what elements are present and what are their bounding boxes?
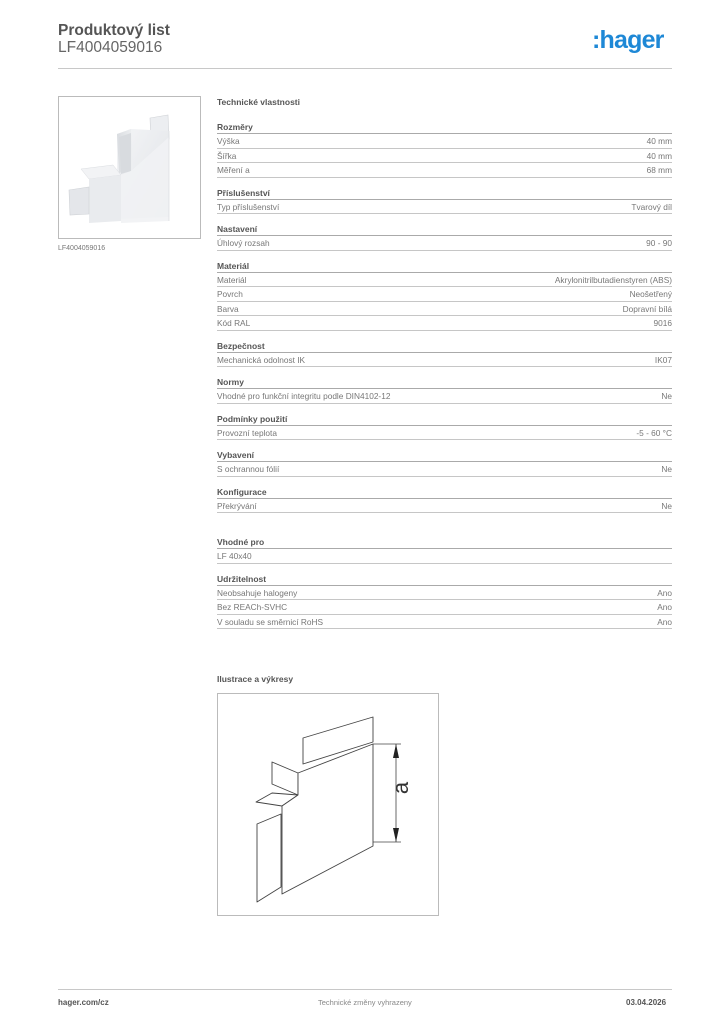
- spec-label: Překrývání: [217, 500, 257, 511]
- spec-value: Ne: [661, 464, 672, 474]
- spec-label: S ochrannou fólií: [217, 464, 280, 474]
- product-photo: [58, 96, 201, 239]
- spec-group-title: Materiál: [217, 260, 672, 273]
- document-title: Produktový list: [58, 22, 170, 39]
- spec-value: 90 - 90: [646, 238, 672, 248]
- dimension-label: a: [388, 781, 413, 795]
- spec-group-accessories: [217, 187, 672, 215]
- spec-value: Ne: [661, 500, 672, 511]
- spec-value: Ano: [657, 602, 672, 612]
- spec-row: [217, 287, 672, 302]
- spec-row: [217, 302, 672, 317]
- spec-value: 40 mm: [646, 150, 672, 161]
- spec-row: [217, 134, 672, 149]
- technical-drawing: [217, 693, 439, 916]
- spec-label: Kód RAL: [217, 318, 251, 328]
- spec-row: [217, 200, 672, 215]
- spec-group-sustainability: [217, 573, 672, 630]
- spec-row: [217, 389, 672, 404]
- spec-value: Tvarový díl: [631, 201, 672, 212]
- spec-label: Šířka: [217, 150, 237, 161]
- cable-trunking-corner-icon: [59, 97, 200, 238]
- spec-row: [217, 549, 672, 564]
- spec-label: Barva: [217, 303, 239, 314]
- footer-divider: [58, 989, 672, 990]
- spec-row: [217, 316, 672, 331]
- technical-specifications: [217, 96, 672, 638]
- spec-label: Typ příslušenství: [217, 201, 280, 212]
- spec-row: [217, 236, 672, 251]
- section-spacer: [217, 522, 672, 536]
- spec-label: Materiál: [217, 274, 247, 285]
- spec-group-title: Normy: [217, 376, 672, 389]
- spec-label: Mechanická odolnost IK: [217, 354, 306, 365]
- footer-disclaimer: Technické změny vyhrazeny: [318, 998, 412, 1007]
- spec-row: [217, 499, 672, 514]
- spec-group-title: Podmínky použití: [217, 413, 672, 426]
- hager-logo: :hager: [592, 26, 664, 54]
- spec-group-dimensions: [217, 121, 672, 178]
- spec-row: [217, 586, 672, 601]
- spec-value: Ano: [657, 616, 672, 627]
- spec-group-equipment: [217, 449, 672, 477]
- spec-value: 68 mm: [646, 165, 672, 175]
- spec-group-title: Bezpečnost: [217, 340, 672, 353]
- spec-group-settings: [217, 223, 672, 251]
- footer-website[interactable]: hager.com/cz: [58, 998, 109, 1007]
- spec-label: Provozní teplota: [217, 427, 277, 438]
- spec-row: [217, 426, 672, 441]
- spec-group-material: [217, 260, 672, 331]
- spec-group-configuration: [217, 486, 672, 514]
- dimension-drawing-icon: [218, 694, 438, 915]
- spec-value: 40 mm: [646, 136, 672, 146]
- spec-group-title: Konfigurace: [217, 486, 672, 499]
- spec-value: Ano: [657, 587, 672, 598]
- spec-row: [217, 353, 672, 368]
- spec-row: [217, 615, 672, 630]
- spec-row: [217, 462, 672, 477]
- product-code: LF4004059016: [58, 39, 163, 56]
- product-photo-caption: LF4004059016: [58, 245, 106, 252]
- spec-label: V souladu se směrnicí RoHS: [217, 616, 324, 627]
- spec-label: Výška: [217, 136, 240, 146]
- spec-group-safety: [217, 340, 672, 368]
- specs-heading: Technické vlastnosti: [217, 97, 300, 107]
- spec-value: 9016: [653, 318, 672, 328]
- spec-label: Vhodné pro funkční integritu podle DIN4102-12: [217, 391, 391, 401]
- spec-value: Neošetřený: [629, 289, 672, 299]
- spec-label: Neobsahuje halogeny: [217, 587, 298, 598]
- spec-group-title: Udržitelnost: [217, 573, 672, 586]
- spec-group-title: Nastavení: [217, 223, 672, 236]
- spec-value: Ne: [661, 391, 672, 401]
- drawings-heading: Ilustrace a výkresy: [217, 674, 294, 684]
- spec-value: Dopravní bílá: [622, 303, 672, 314]
- spec-row: [217, 163, 672, 178]
- spec-group-suitable-for: [217, 536, 672, 564]
- spec-row: [217, 149, 672, 164]
- spec-row: [217, 600, 672, 615]
- spec-value: IK07: [654, 354, 672, 365]
- spec-group-title: Vybavení: [217, 449, 672, 462]
- spec-label: Bez REACh-SVHC: [217, 602, 288, 612]
- spec-group-conditions-of-use: [217, 413, 672, 441]
- spec-label: Povrch: [217, 289, 243, 299]
- spec-label: Měření a: [217, 165, 250, 175]
- spec-value: Akrylonitrilbutadienstyren (ABS): [554, 274, 672, 285]
- spec-group-title: Vhodné pro: [217, 536, 672, 549]
- footer-date: 03.04.2026: [626, 998, 667, 1007]
- spec-group-title: Rozměry: [217, 121, 672, 134]
- spec-label: Úhlový rozsah: [217, 238, 270, 248]
- spec-group-standards: [217, 376, 672, 404]
- spec-value: -5 - 60 °C: [636, 427, 672, 438]
- spec-row: [217, 273, 672, 288]
- document-header: [58, 22, 170, 56]
- spec-group-title: Příslušenství: [217, 187, 672, 200]
- spec-label: LF 40x40: [217, 551, 252, 561]
- header-divider: [58, 68, 672, 69]
